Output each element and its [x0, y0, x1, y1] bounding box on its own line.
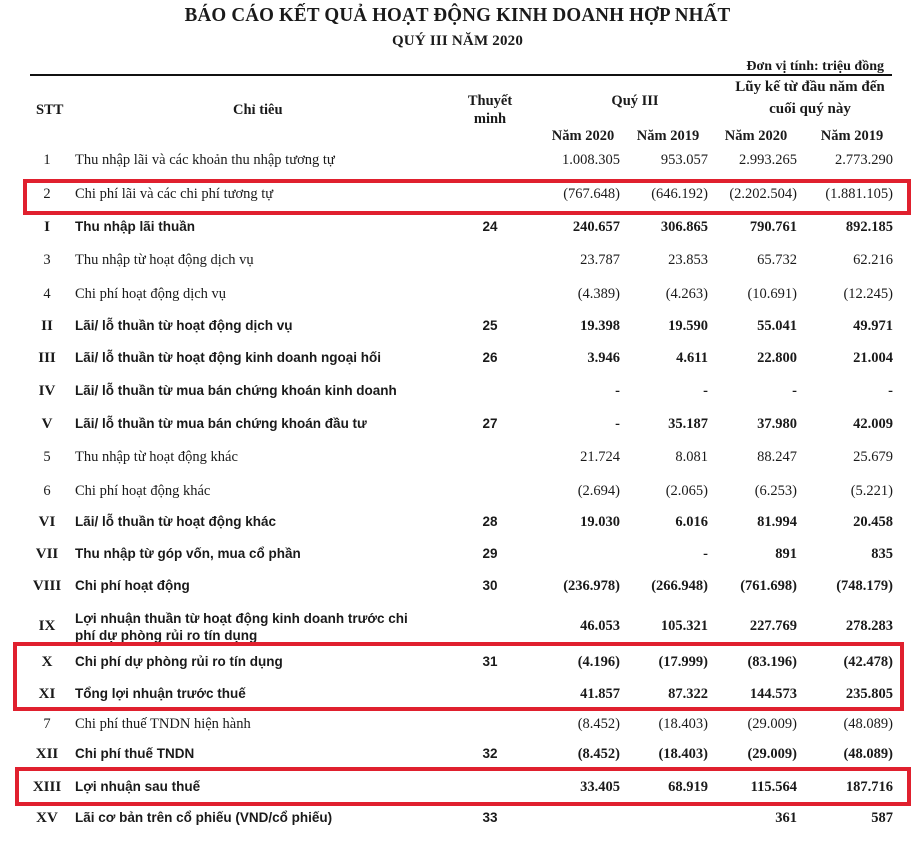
row-label: Lãi/ lỗ thuần từ mua bán chứng khoán đầu tư	[75, 416, 367, 431]
report-title: BÁO CÁO KẾT QUẢ HOẠT ĐỘNG KINH DOANH HỢP NHẤT	[184, 4, 731, 26]
row-ytd-2020: 790.761	[749, 219, 797, 235]
row-note: 24	[482, 219, 498, 234]
row-stt: 2	[43, 186, 51, 202]
row-ytd-2020: 891	[775, 546, 797, 562]
row-stt: XIII	[32, 779, 62, 795]
row-stt: 6	[43, 483, 51, 499]
row-stt: V	[41, 416, 53, 432]
row-ytd-2019: 892.185	[845, 219, 893, 235]
row-q3-2019: 87.322	[668, 686, 708, 702]
row-q3-2019: -	[703, 546, 708, 562]
table-row	[0, 318, 915, 342]
row-ytd-2020: 361	[775, 810, 797, 826]
row-stt: XI	[38, 686, 56, 702]
row-q3-2019: (18.403)	[658, 716, 708, 732]
highlight-box-interest-expense	[23, 179, 911, 215]
row-q3-2020: 33.405	[580, 779, 620, 795]
row-note: 30	[482, 578, 498, 593]
table-row	[0, 514, 915, 538]
row-ytd-2020: 2.993.265	[739, 152, 797, 168]
row-ytd-2020: 22.800	[757, 350, 797, 366]
row-stt: 1	[43, 152, 51, 168]
row-ytd-2020: 144.573	[749, 686, 797, 702]
row-q3-2019: (266.948)	[651, 578, 708, 594]
table-row	[0, 449, 915, 473]
row-note: 27	[482, 416, 498, 431]
row-ytd-2019: (1.881.105)	[825, 186, 893, 202]
row-stt: IV	[38, 383, 56, 399]
row-q3-2019: 8.081	[675, 449, 708, 465]
row-ytd-2019: (748.179)	[836, 578, 893, 594]
table-row	[0, 383, 915, 407]
row-ytd-2020: (29.009)	[747, 746, 797, 762]
row-q3-2020: 23.787	[580, 252, 620, 268]
report-subtitle: QUÝ III NĂM 2020	[391, 33, 524, 49]
row-ytd-2020: (6.253)	[754, 483, 797, 499]
table-row	[0, 219, 915, 243]
row-ytd-2020: 65.732	[757, 252, 797, 268]
row-stt: 7	[43, 716, 51, 732]
table-row	[0, 416, 915, 440]
row-ytd-2019: 2.773.290	[835, 152, 893, 168]
header-year-q3-2020: Năm 2020	[551, 128, 615, 144]
row-stt: I	[44, 219, 50, 235]
row-stt: VIII	[32, 578, 62, 594]
row-q3-2019: 35.187	[668, 416, 708, 432]
highlight-box-after-tax-profit	[15, 767, 911, 806]
row-q3-2019: (18.403)	[658, 746, 708, 762]
header-thuyet-minh-line1: Thuyết	[467, 93, 513, 109]
header-luy-ke-line1: Lũy kế từ đầu năm đến	[735, 79, 885, 95]
row-label: Chi phí hoạt động khác	[75, 483, 211, 499]
table-row	[0, 252, 915, 276]
header-thuyet-minh	[460, 92, 520, 128]
row-label: Thu nhập từ góp vốn, mua cổ phần	[75, 546, 301, 561]
header-quy-iii: Quý III	[611, 93, 659, 109]
unit-label: Đơn vị tính: triệu đồng	[746, 59, 884, 74]
row-ytd-2020: 37.980	[757, 416, 797, 432]
row-label: Lãi cơ bản trên cổ phiếu (VND/cổ phiếu)	[75, 810, 333, 825]
row-q3-2019: (4.263)	[665, 286, 708, 302]
row-note: 25	[482, 318, 498, 333]
header-stt: STT	[36, 102, 64, 118]
row-label: Lợi nhuận sau thuế	[75, 779, 201, 794]
table-row	[0, 810, 915, 834]
row-note: 26	[482, 350, 498, 365]
row-label: Thu nhập lãi thuần	[75, 219, 195, 234]
row-q3-2019: 105.321	[660, 618, 708, 634]
row-ytd-2020: (83.196)	[747, 654, 797, 670]
row-ytd-2019: 20.458	[853, 514, 893, 530]
row-ytd-2020: (761.698)	[740, 578, 797, 594]
row-note: 28	[482, 514, 498, 529]
row-note: 33	[482, 810, 498, 825]
row-stt: XII	[35, 746, 59, 762]
row-ytd-2019: 42.009	[853, 416, 893, 432]
row-q3-2020: -	[615, 416, 620, 432]
table-row	[0, 546, 915, 570]
row-ytd-2019: (12.245)	[843, 286, 893, 302]
row-q3-2020: 46.053	[580, 618, 620, 634]
row-ytd-2019: 21.004	[853, 350, 893, 366]
row-ytd-2020: 55.041	[757, 318, 797, 334]
row-q3-2019: (2.065)	[665, 483, 708, 499]
header-chi-tieu: Chỉ tiêu	[233, 102, 283, 118]
header-year-ytd-2020: Năm 2020	[724, 128, 788, 144]
row-q3-2019: 23.853	[668, 252, 708, 268]
row-label	[75, 610, 408, 644]
row-ytd-2019: 187.716	[845, 779, 893, 795]
header-thuyet-minh-line2: minh	[473, 111, 507, 127]
row-label: Chi phí thuế TNDN	[75, 746, 195, 761]
row-label-line1: Lợi nhuận thuần từ hoạt động kinh doanh trước chi	[75, 611, 408, 626]
row-stt: III	[38, 350, 56, 366]
row-label: Chi phí thuế TNDN hiện hành	[75, 716, 251, 732]
row-q3-2020: 41.857	[580, 686, 620, 702]
row-q3-2020: (2.694)	[577, 483, 620, 499]
row-q3-2019: 306.865	[660, 219, 708, 235]
row-q3-2020: 19.030	[580, 514, 620, 530]
row-label: Thu nhập lãi và các khoản thu nhập tương tự	[75, 152, 335, 168]
row-ytd-2019: (42.478)	[843, 654, 893, 670]
table-row	[0, 578, 915, 602]
row-label-line2: phí dự phòng rủi ro tín dụng	[75, 628, 258, 643]
row-ytd-2019: (5.221)	[850, 483, 893, 499]
row-q3-2019: 4.611	[676, 350, 708, 366]
table-row	[0, 483, 915, 507]
table-row	[0, 716, 915, 740]
row-q3-2020: (236.978)	[563, 578, 620, 594]
row-q3-2020: -	[615, 383, 620, 399]
row-q3-2020: 1.008.305	[562, 152, 620, 168]
row-label: Chi phí lãi và các chi phí tương tự	[75, 186, 274, 202]
header-year-q3-2019: Năm 2019	[636, 128, 700, 144]
row-note: 29	[482, 546, 498, 561]
row-ytd-2020: 115.564	[750, 779, 797, 795]
row-ytd-2020: (29.009)	[747, 716, 797, 732]
row-ytd-2019: 62.216	[853, 252, 893, 268]
row-stt: XV	[36, 810, 58, 826]
row-ytd-2019: 835	[871, 546, 893, 562]
row-q3-2020: 240.657	[572, 219, 620, 235]
row-note: 32	[482, 746, 498, 761]
row-label: Thu nhập từ hoạt động khác	[75, 449, 238, 465]
row-ytd-2020: 81.994	[757, 514, 797, 530]
table-row	[0, 350, 915, 374]
row-ytd-2020: (10.691)	[747, 286, 797, 302]
row-label: Chi phí dự phòng rủi ro tín dụng	[75, 654, 283, 669]
header-luy-ke-line2: cuối quý này	[769, 101, 851, 117]
row-ytd-2020: 88.247	[757, 449, 797, 465]
row-ytd-2019: 49.971	[853, 318, 893, 334]
row-label: Lãi/ lỗ thuần từ mua bán chứng khoán kinh doanh	[75, 383, 397, 398]
row-q3-2020: 3.946	[587, 350, 620, 366]
row-stt: VI	[38, 514, 56, 530]
row-stt: II	[41, 318, 53, 334]
row-q3-2019: 6.016	[675, 514, 708, 530]
row-q3-2019: 19.590	[668, 318, 708, 334]
row-stt: 3	[43, 252, 51, 268]
header-luy-ke	[720, 76, 900, 120]
row-q3-2020: 21.724	[580, 449, 620, 465]
row-q3-2019: (646.192)	[651, 186, 708, 202]
row-stt: X	[41, 654, 53, 670]
row-ytd-2020: -	[792, 383, 797, 399]
table-row	[0, 152, 915, 176]
row-ytd-2020: (2.202.504)	[729, 186, 797, 202]
row-label: Lãi/ lỗ thuần từ hoạt động dịch vụ	[75, 318, 293, 333]
table-row	[0, 611, 915, 643]
row-ytd-2019: 235.805	[845, 686, 893, 702]
highlight-box-provision-and-pretax-profit	[13, 642, 904, 711]
row-stt: 4	[43, 286, 51, 302]
row-label: Chi phí hoạt động	[75, 578, 190, 593]
row-ytd-2019: (48.089)	[843, 716, 893, 732]
row-ytd-2019: -	[888, 383, 893, 399]
table-row	[0, 286, 915, 310]
row-ytd-2020: 227.769	[749, 618, 797, 634]
row-q3-2020: (8.452)	[577, 716, 620, 732]
row-q3-2019: 68.919	[668, 779, 708, 795]
row-stt: VII	[35, 546, 59, 562]
row-q3-2020: (767.648)	[563, 186, 620, 202]
header-year-ytd-2019: Năm 2019	[820, 128, 884, 144]
row-ytd-2019: 587	[871, 810, 893, 826]
row-ytd-2019: (48.089)	[843, 746, 893, 762]
row-q3-2020: (4.196)	[577, 654, 620, 670]
row-label: Chi phí hoạt động dịch vụ	[75, 286, 227, 302]
row-note: 31	[482, 654, 498, 669]
row-stt: IX	[38, 618, 56, 634]
row-q3-2019: (17.999)	[658, 654, 708, 670]
row-label: Lãi/ lỗ thuần từ hoạt động kinh doanh ngoại hối	[75, 350, 381, 365]
row-ytd-2019: 25.679	[853, 449, 893, 465]
row-label: Tổng lợi nhuận trước thuế	[75, 686, 246, 701]
row-q3-2020: (4.389)	[577, 286, 620, 302]
row-q3-2020: (8.452)	[577, 746, 620, 762]
row-stt: 5	[43, 449, 51, 465]
row-ytd-2019: 278.283	[845, 618, 893, 634]
row-label: Lãi/ lỗ thuần từ hoạt động khác	[75, 514, 277, 529]
row-q3-2020: 19.398	[580, 318, 620, 334]
row-label: Thu nhập từ hoạt động dịch vụ	[75, 252, 254, 268]
row-q3-2019: 953.057	[660, 152, 708, 168]
row-q3-2019: -	[703, 383, 708, 399]
